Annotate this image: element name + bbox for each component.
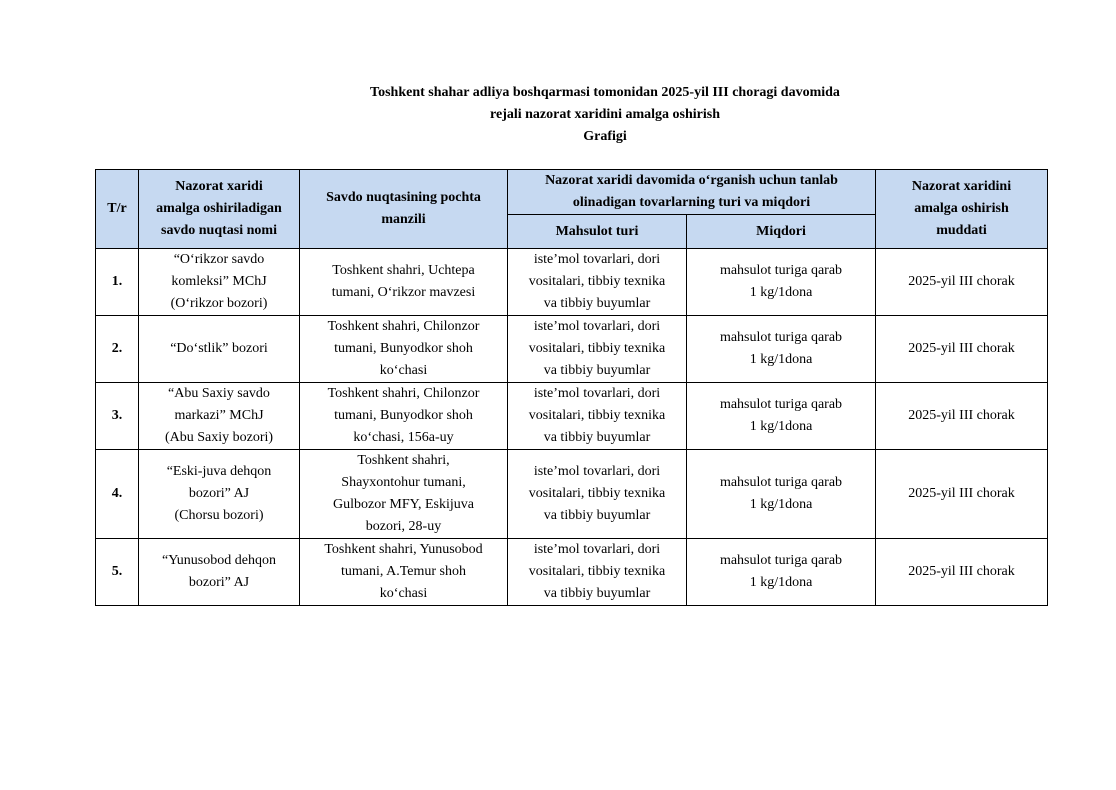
table-row — [96, 249, 1048, 316]
row-number: 2. — [96, 316, 139, 383]
row-number: 5. — [96, 539, 139, 606]
row-point-name: “O‘rikzor savdo komleksi” MChJ (O‘rikzor bozori) — [139, 249, 300, 316]
row-product-type: iste’mol tovarlari, dori vositalari, tibbiy texnika va tibbiy buyumlar — [508, 450, 687, 539]
row-deadline: 2025-yil III chorak — [876, 539, 1048, 606]
row-point-name: “Abu Saxiy savdo markazi” MChJ (Abu Saxiy bozori) — [139, 383, 300, 450]
row-product-type: iste’mol tovarlari, dori vositalari, tibbiy texnika va tibbiy buyumlar — [508, 383, 687, 450]
row-quantity: mahsulot turiga qarab 1 kg/1dona — [687, 450, 876, 539]
row-deadline: 2025-yil III chorak — [876, 249, 1048, 316]
row-address: Toshkent shahri, Chilonzor tumani, Bunyodkor shoh ko‘chasi, 156a-uy — [300, 383, 508, 450]
table-row — [96, 450, 1048, 539]
table-row — [96, 539, 1048, 606]
row-number: 3. — [96, 383, 139, 450]
row-quantity: mahsulot turiga qarab 1 kg/1dona — [687, 316, 876, 383]
row-product-type: iste’mol tovarlari, dori vositalari, tibbiy texnika va tibbiy buyumlar — [508, 316, 687, 383]
header-deadline: Nazorat xaridini amalga oshirish muddati — [876, 170, 1048, 249]
row-product-type: iste’mol tovarlari, dori vositalari, tibbiy texnika va tibbiy buyumlar — [508, 539, 687, 606]
row-address: Toshkent shahri, Chilonzor tumani, Bunyodkor shoh ko‘chasi — [300, 316, 508, 383]
title-line-2: rejali nazorat xaridini amalga oshirish — [490, 107, 720, 122]
header-product-type: Mahsulot turi — [508, 215, 687, 249]
title-line-1: Toshkent shahar adliya boshqarmasi tomonidan 2025-yil III choragi davomida — [370, 85, 840, 100]
row-number: 4. — [96, 450, 139, 539]
header-number: T/r — [96, 170, 139, 249]
row-address: Toshkent shahri, Shayxontohur tumani, Gulbozor MFY, Eskijuva bozori, 28-uy — [300, 450, 508, 539]
document-title — [280, 82, 930, 148]
row-point-name: “Eski-juva dehqon bozori” AJ (Chorsu bozori) — [139, 450, 300, 539]
table-row — [96, 383, 1048, 450]
header-point-name: Nazorat xaridi amalga oshiriladigan savdo nuqtasi nomi — [139, 170, 300, 249]
schedule-table — [95, 169, 1048, 606]
row-quantity: mahsulot turiga qarab 1 kg/1dona — [687, 539, 876, 606]
header-goods-group: Nazorat xaridi davomida o‘rganish uchun tanlab olinadigan tovarlarning turi va miqdori — [508, 170, 876, 215]
row-address: Toshkent shahri, Uchtepa tumani, O‘rikzor mavzesi — [300, 249, 508, 316]
row-point-name: “Yunusobod dehqon bozori” AJ — [139, 539, 300, 606]
title-line-3: Grafigi — [583, 129, 627, 144]
row-address: Toshkent shahri, Yunusobod tumani, A.Temur shoh ko‘chasi — [300, 539, 508, 606]
row-deadline: 2025-yil III chorak — [876, 383, 1048, 450]
row-quantity: mahsulot turiga qarab 1 kg/1dona — [687, 383, 876, 450]
row-quantity: mahsulot turiga qarab 1 kg/1dona — [687, 249, 876, 316]
row-number: 1. — [96, 249, 139, 316]
row-deadline: 2025-yil III chorak — [876, 450, 1048, 539]
row-point-name: “Do‘stlik” bozori — [139, 316, 300, 383]
table-row — [96, 316, 1048, 383]
header-quantity: Miqdori — [687, 215, 876, 249]
row-deadline: 2025-yil III chorak — [876, 316, 1048, 383]
row-product-type: iste’mol tovarlari, dori vositalari, tibbiy texnika va tibbiy buyumlar — [508, 249, 687, 316]
header-address: Savdo nuqtasining pochta manzili — [300, 170, 508, 249]
